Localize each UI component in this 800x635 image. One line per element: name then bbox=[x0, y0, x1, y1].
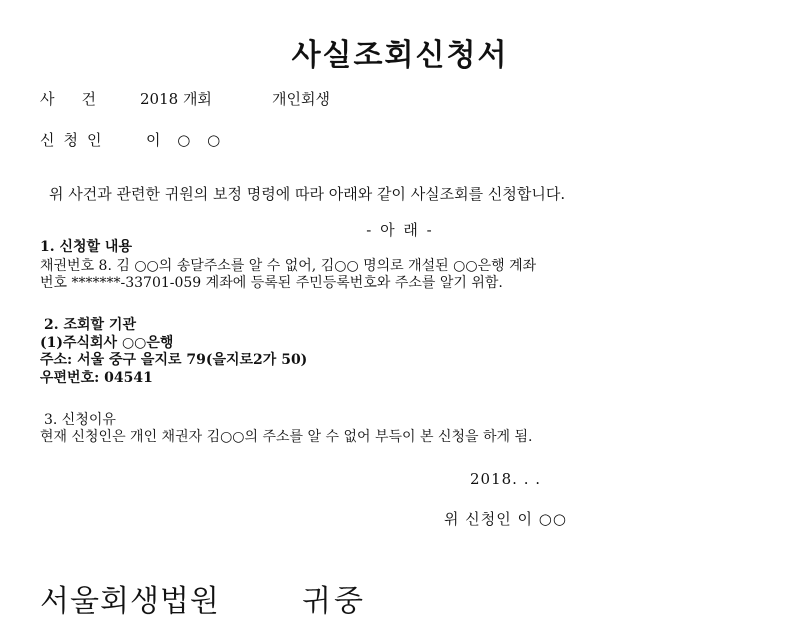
section-3-line: 현재 신청인은 개인 채권자 김○○의 주소를 알 수 없어 부득이 본 신청을 하게 됨. bbox=[40, 429, 533, 445]
applicant-name: 이 ○ ○ bbox=[146, 131, 227, 149]
institution-address: 주소: 서울 중구 을지로 79(을지로2가 50) bbox=[40, 352, 308, 368]
case-label: 사건 bbox=[40, 90, 123, 108]
below-marker: - 아 래 - bbox=[366, 221, 434, 239]
case-number: 2018 개회 bbox=[140, 90, 212, 108]
applicant-label: 신청인 bbox=[40, 131, 111, 149]
section-2-heading: 2. 조회할 기관 bbox=[44, 317, 136, 333]
institution-postcode: 우편번호: 04541 bbox=[40, 370, 153, 386]
court-name: 서울회생법원 bbox=[40, 584, 220, 619]
court-honorific: 귀중 bbox=[302, 584, 366, 619]
institution-name: (1)주식회사 ○○은행 bbox=[40, 335, 174, 351]
section-1-heading: 1. 신청할 내용 bbox=[40, 239, 132, 255]
intro-paragraph: 위 사건과 관련한 귀원의 보정 명령에 따라 아래와 같이 사실조회를 신청합니다. bbox=[49, 185, 566, 203]
signer-line: 위 신청인 이 ○○ bbox=[444, 510, 567, 528]
document-title: 사실조회신청서 bbox=[291, 38, 509, 73]
section-3-heading: 3. 신청이유 bbox=[44, 412, 116, 428]
case-type: 개인회생 bbox=[272, 90, 330, 108]
section-1-line: 번호 *******-33701-059 계좌에 등록된 주민등록번호와 주소를 알기 위함. bbox=[40, 275, 503, 291]
application-date: 2018. . . bbox=[470, 470, 542, 488]
section-1-line: 채권번호 8. 김 ○○의 송달주소를 알 수 없어, 김○○ 명의로 개설된 ○○은행 계좌 bbox=[40, 258, 537, 274]
